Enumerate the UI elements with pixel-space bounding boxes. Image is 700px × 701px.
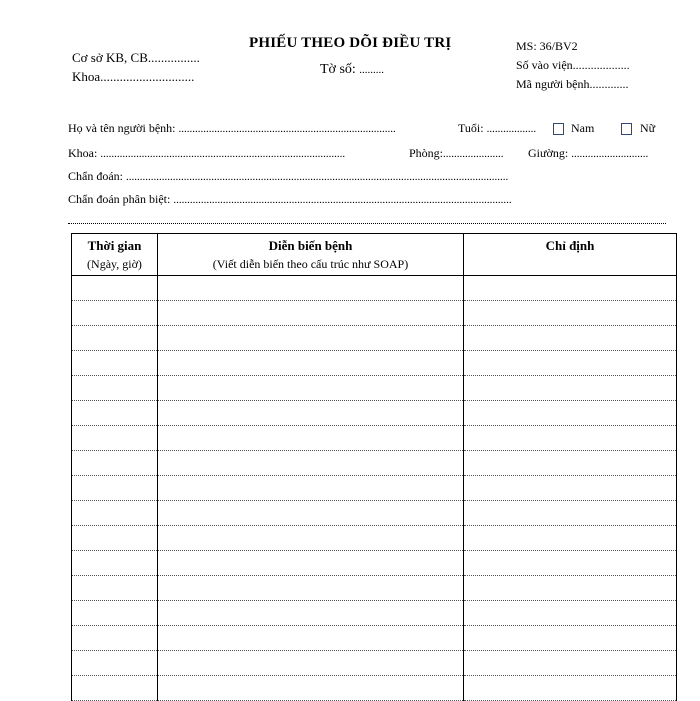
time-cell[interactable] (72, 401, 158, 426)
table-row (72, 626, 677, 651)
header-dept-label: Khoa (72, 69, 101, 84)
time-column-subtitle: (Ngày, giờ) (87, 257, 142, 271)
progress-cell[interactable] (158, 576, 464, 601)
room-dots[interactable]: ...................... (443, 148, 504, 160)
table-row (72, 276, 677, 301)
table-row (72, 676, 677, 701)
time-cell[interactable] (72, 601, 158, 626)
sheet-number-dots[interactable]: ......... (359, 64, 385, 76)
orders-cell[interactable] (464, 626, 677, 651)
progress-cell[interactable] (158, 676, 464, 701)
table-row (72, 526, 677, 551)
time-cell[interactable] (72, 276, 158, 301)
orders-cell[interactable] (464, 301, 677, 326)
orders-column-header (464, 234, 677, 276)
time-cell[interactable] (72, 576, 158, 601)
time-cell[interactable] (72, 476, 158, 501)
time-column-title: Thời gian (87, 238, 142, 253)
treatment-table (71, 233, 677, 701)
admission-number-dots[interactable]: ................... (572, 58, 630, 72)
progress-column-header (158, 234, 464, 276)
progress-cell[interactable] (158, 476, 464, 501)
progress-cell[interactable] (158, 401, 464, 426)
differential-diagnosis-dots[interactable]: ........................................................................................................................... (173, 194, 512, 206)
patient-name-field (68, 121, 396, 136)
sheet-number-label: Tờ số: (320, 62, 356, 77)
table-row (72, 551, 677, 576)
diagnosis-dots[interactable]: ........................................................................................................................................... (126, 171, 509, 183)
table-row (72, 576, 677, 601)
progress-cell[interactable] (158, 276, 464, 301)
progress-cell[interactable] (158, 601, 464, 626)
table-row (72, 651, 677, 676)
time-cell[interactable] (72, 426, 158, 451)
form-code: MS: 36/BV2 (516, 39, 578, 53)
facility-dots[interactable]: ................ (147, 50, 200, 65)
time-cell[interactable] (72, 451, 158, 476)
patient-code-field (516, 77, 629, 92)
admission-number-label: Số vào viện (516, 58, 573, 72)
orders-cell[interactable] (464, 476, 677, 501)
time-column-header (72, 234, 158, 276)
room-field (409, 146, 504, 161)
bed-label: Giường: (528, 146, 569, 160)
header-dept-dots[interactable]: ............................. (100, 69, 195, 84)
age-field (458, 121, 536, 136)
progress-cell[interactable] (158, 426, 464, 451)
differential-diagnosis-label: Chẩn đoán phân biệt: (68, 192, 171, 206)
time-cell[interactable] (72, 626, 158, 651)
time-cell[interactable] (72, 676, 158, 701)
progress-column-subtitle: (Viết diễn biến theo cấu trúc như SOAP) (212, 257, 409, 271)
progress-cell[interactable] (158, 651, 464, 676)
differential-diagnosis-field (68, 192, 668, 207)
female-label: Nữ (640, 121, 656, 135)
progress-cell[interactable] (158, 376, 464, 401)
female-checkbox[interactable] (621, 123, 632, 135)
progress-cell[interactable] (158, 526, 464, 551)
table-row (72, 601, 677, 626)
table-header-row (72, 234, 677, 276)
time-cell[interactable] (72, 301, 158, 326)
time-cell[interactable] (72, 501, 158, 526)
table-row (72, 376, 677, 401)
table-row (72, 451, 677, 476)
orders-cell[interactable] (464, 651, 677, 676)
time-cell[interactable] (72, 326, 158, 351)
progress-cell[interactable] (158, 501, 464, 526)
orders-cell[interactable] (464, 351, 677, 376)
orders-cell[interactable] (464, 501, 677, 526)
orders-cell[interactable] (464, 451, 677, 476)
room-label: Phòng: (409, 146, 444, 160)
time-cell[interactable] (72, 651, 158, 676)
male-label: Nam (571, 121, 595, 135)
table-row (72, 351, 677, 376)
orders-cell[interactable] (464, 526, 677, 551)
orders-cell[interactable] (464, 326, 677, 351)
patient-code-dots[interactable]: ............. (589, 77, 629, 91)
patient-name-label: Họ và tên người bệnh: (68, 121, 176, 135)
facility-field (72, 50, 200, 66)
patient-code-label: Mã người bệnh (516, 77, 590, 91)
time-cell[interactable] (72, 551, 158, 576)
orders-cell[interactable] (464, 676, 677, 701)
sheet-number-field (320, 62, 384, 78)
table-row (72, 476, 677, 501)
orders-cell[interactable] (464, 401, 677, 426)
admission-number-field (516, 58, 630, 73)
ward-label: Khoa: (68, 146, 98, 160)
progress-cell[interactable] (158, 551, 464, 576)
table-row (72, 401, 677, 426)
table-row (72, 326, 677, 351)
ward-field (68, 146, 345, 161)
diagnosis-field (68, 169, 668, 184)
time-cell[interactable] (72, 351, 158, 376)
progress-cell[interactable] (158, 326, 464, 351)
progress-cell[interactable] (158, 626, 464, 651)
progress-cell[interactable] (158, 451, 464, 476)
header-dept-field (72, 69, 194, 85)
diagnosis-continuation-line[interactable] (68, 223, 666, 224)
time-cell[interactable] (72, 526, 158, 551)
bed-field (528, 146, 648, 161)
age-label: Tuổi: (458, 121, 484, 135)
orders-cell[interactable] (464, 376, 677, 401)
male-checkbox[interactable] (553, 123, 564, 135)
progress-cell[interactable] (158, 351, 464, 376)
time-cell[interactable] (72, 376, 158, 401)
orders-cell[interactable] (464, 276, 677, 301)
diagnosis-label: Chẩn đoán: (68, 169, 123, 183)
table-row (72, 426, 677, 451)
orders-cell[interactable] (464, 551, 677, 576)
bed-dots[interactable]: ............................ (571, 148, 649, 160)
progress-cell[interactable] (158, 301, 464, 326)
orders-cell[interactable] (464, 426, 677, 451)
facility-label: Cơ sở KB, CB (72, 50, 148, 65)
orders-cell[interactable] (464, 576, 677, 601)
table-row (72, 301, 677, 326)
progress-column-title: Diễn biến bệnh (268, 238, 353, 253)
form-title: PHIẾU THEO DÕI ĐIỀU TRỊ (249, 35, 452, 51)
age-dots[interactable]: .................. (486, 123, 537, 135)
ward-dots[interactable]: ......................................................................................... (100, 148, 346, 160)
patient-name-dots[interactable]: ............................................................................... (178, 123, 396, 135)
table-row (72, 501, 677, 526)
orders-column-title: Chỉ định (545, 238, 595, 253)
orders-cell[interactable] (464, 601, 677, 626)
